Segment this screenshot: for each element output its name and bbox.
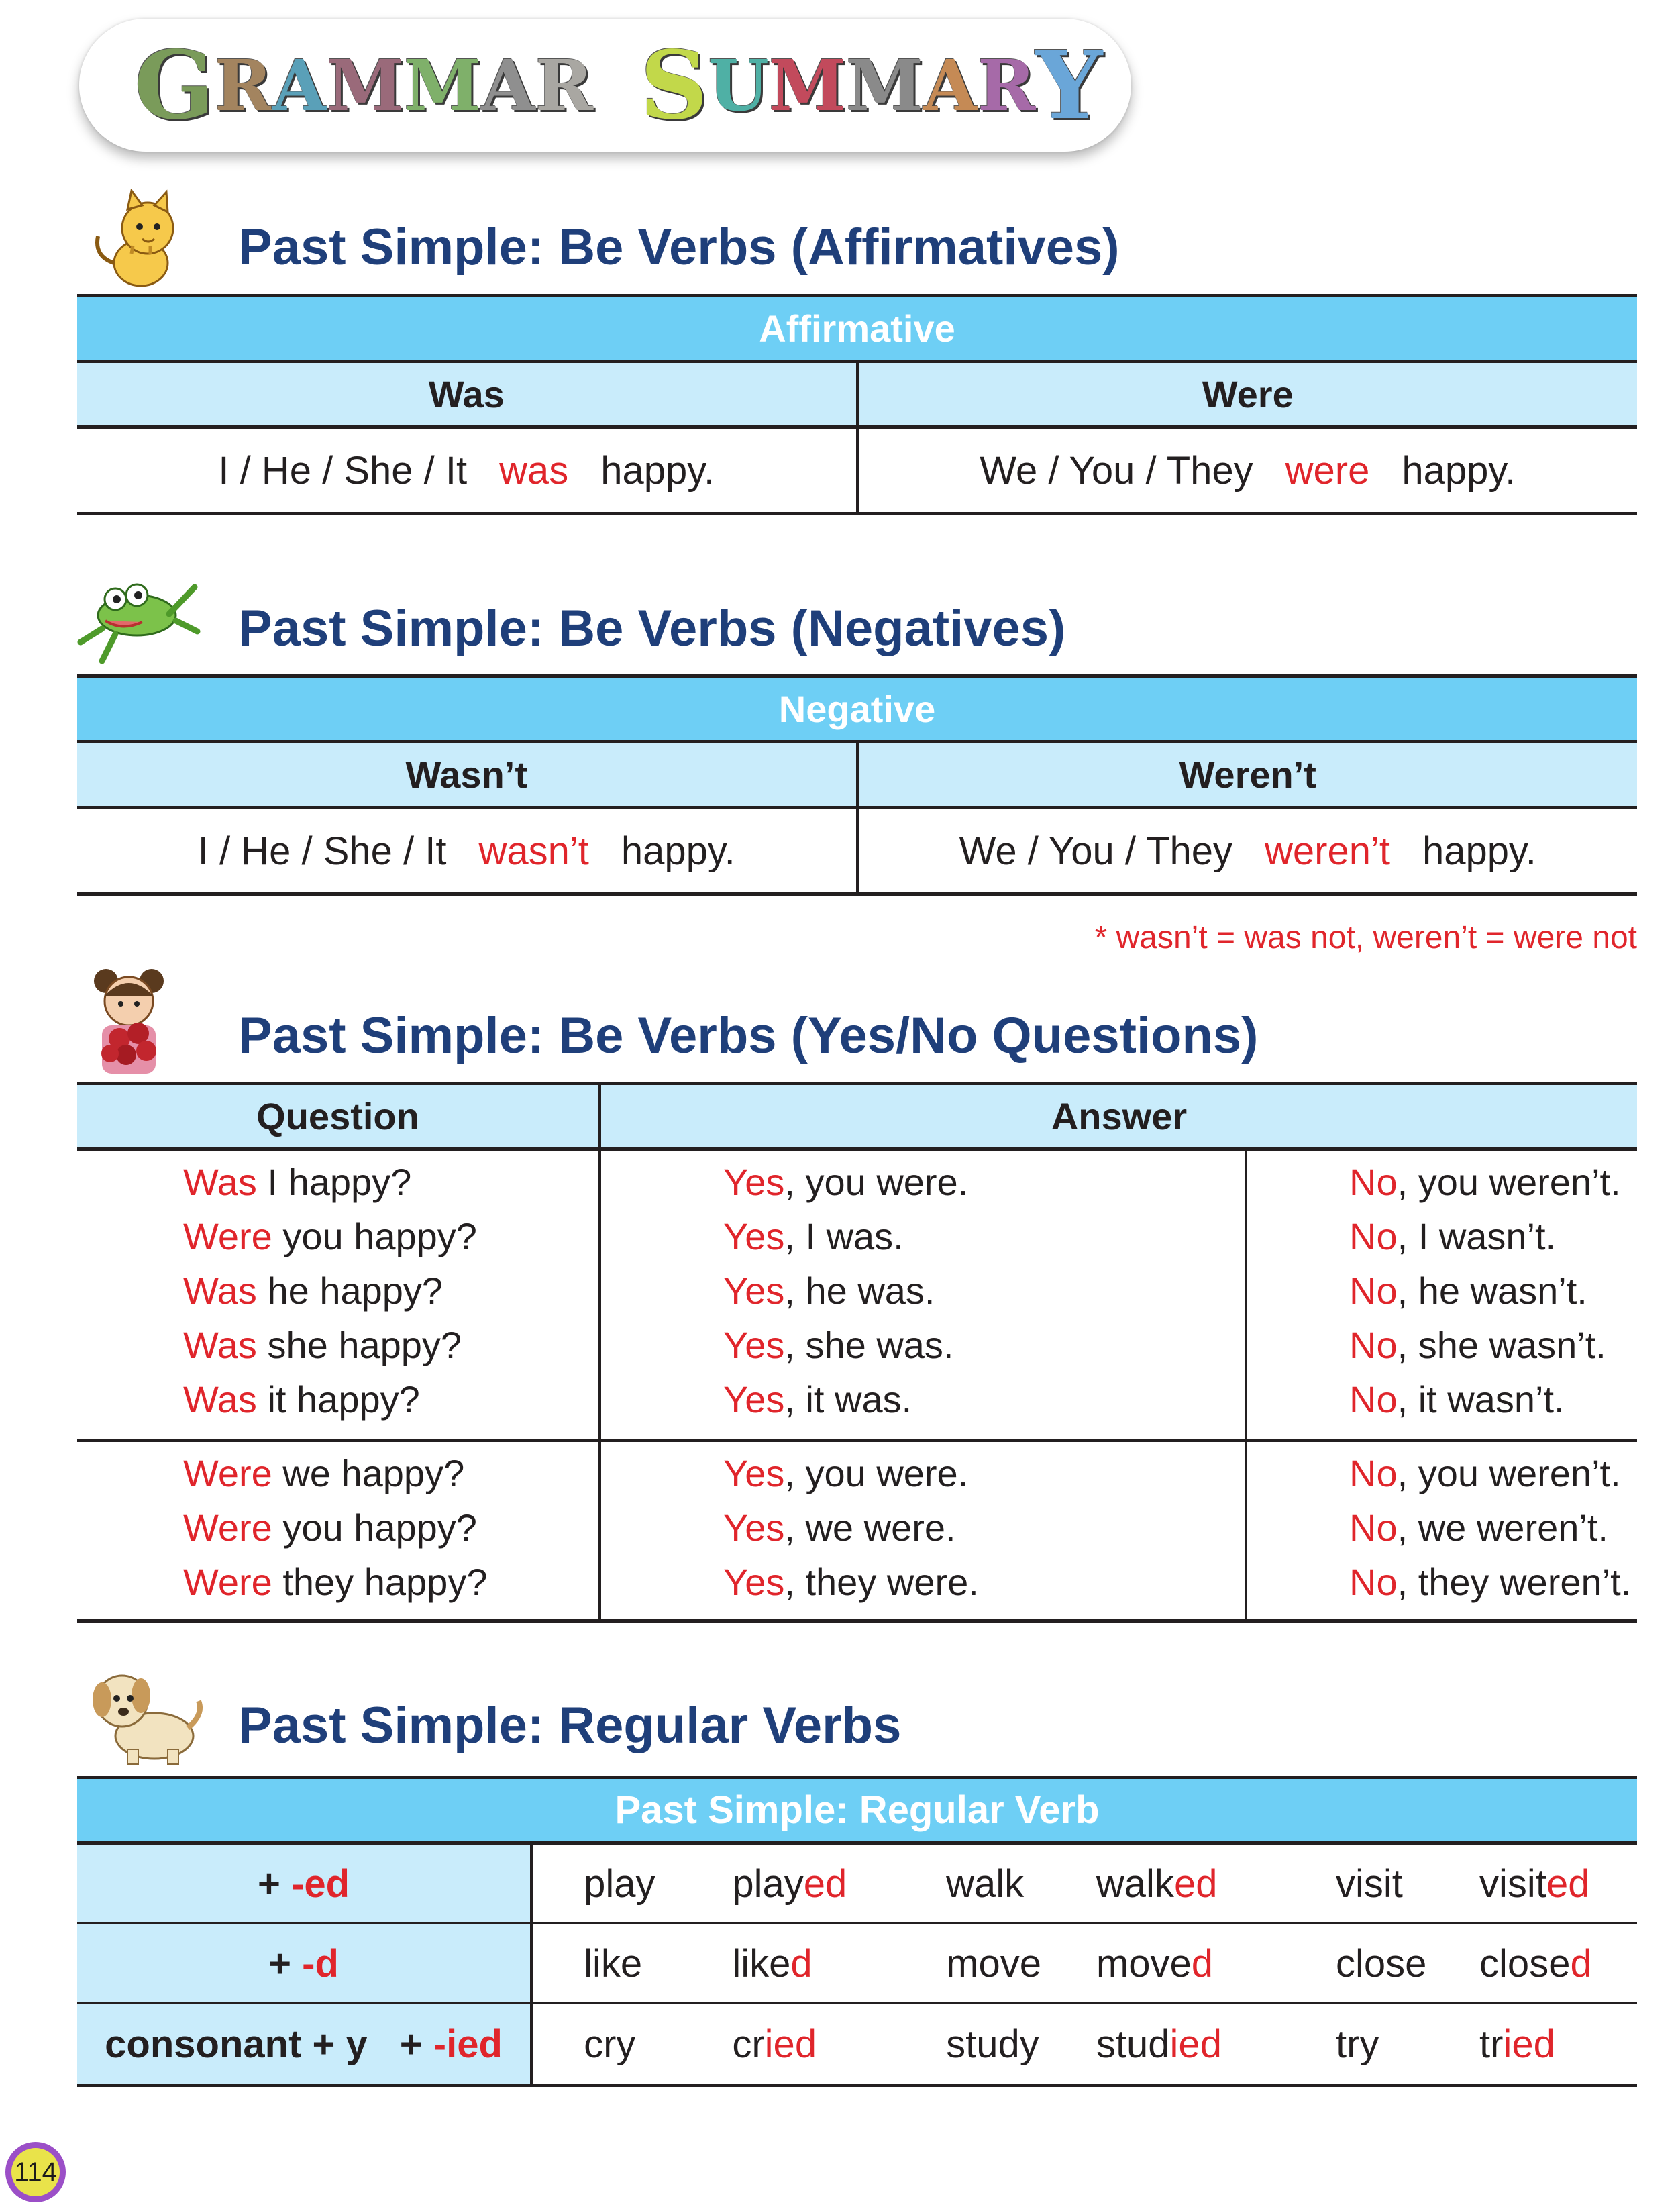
qa-line: [183, 1372, 598, 1427]
past-verb: [1479, 1924, 1637, 2004]
past-stem: play: [732, 1861, 804, 1906]
qa-key-word: No: [1349, 1324, 1398, 1366]
qa-line: [723, 1318, 1245, 1372]
qa-line: [723, 1372, 1245, 1427]
title-letter: R: [535, 44, 594, 127]
subject-text: I / He / She / It: [218, 448, 468, 493]
qa-key-word: Yes: [723, 1324, 785, 1366]
qa-line: [723, 1555, 1245, 1609]
base-verb: try: [1336, 2004, 1479, 2086]
questions-table: [77, 1082, 1637, 1623]
qa-rest: , he was.: [784, 1270, 935, 1312]
verb-rule: [77, 2004, 531, 2086]
regular-verbs-table: [77, 1776, 1637, 2087]
qa-key-word: No: [1349, 1561, 1398, 1603]
past-stem: tr: [1479, 2022, 1504, 2066]
past-suffix: d: [790, 1941, 812, 1986]
rule-prefix: consonant + y: [105, 2022, 368, 2066]
rest-text: happy.: [621, 829, 735, 873]
yes-group-singular: [600, 1149, 1246, 1441]
qa-rest: , I wasn’t.: [1397, 1215, 1557, 1257]
past-suffix: ied: [1169, 2022, 1222, 2066]
qa-rest: it happy?: [256, 1378, 420, 1421]
qa-rest: , you weren’t.: [1397, 1452, 1621, 1494]
qa-line: [183, 1555, 598, 1609]
rest-text: happy.: [1422, 829, 1536, 873]
cat-icon: [81, 189, 201, 290]
qa-rest: I happy?: [256, 1161, 412, 1203]
title-letter: Y: [1035, 31, 1103, 141]
qa-line: [723, 1209, 1245, 1264]
question-group-singular: [77, 1149, 600, 1441]
qa-rest: , it wasn’t.: [1397, 1378, 1565, 1421]
past-stem: like: [732, 1941, 791, 1986]
title-letter: A: [480, 44, 535, 127]
qa-rest: you happy?: [272, 1215, 477, 1257]
question-group-plural: [77, 1441, 600, 1621]
qa-line: [723, 1500, 1245, 1555]
qa-line: [723, 1446, 1245, 1500]
past-stem: stud: [1096, 2022, 1170, 2066]
affirmative-row-was: [77, 427, 857, 514]
header-werent: Weren’t: [857, 742, 1638, 808]
subject-text: I / He / She / It: [197, 829, 447, 873]
section-title-negatives: Past Simple: Be Verbs (Negatives): [238, 600, 1066, 657]
qa-rest: , it was.: [784, 1378, 912, 1421]
qa-line: [1349, 1318, 1637, 1372]
qa-key-word: No: [1349, 1215, 1398, 1257]
qa-key-word: Were: [183, 1561, 272, 1603]
base-verb: play: [531, 1843, 732, 1924]
verb-text: weren’t: [1265, 829, 1390, 873]
qa-rest: they happy?: [272, 1561, 488, 1603]
title-letter: S: [640, 31, 708, 141]
past-suffix: ed: [1173, 1861, 1218, 1906]
no-group-plural: [1246, 1441, 1637, 1621]
past-verb: [732, 1843, 946, 1924]
negative-table: [77, 674, 1637, 896]
rule-suffix: -ied: [433, 2022, 503, 2066]
qa-line: [1349, 1555, 1637, 1609]
qa-key-word: Yes: [723, 1506, 785, 1549]
title-letter: U: [708, 44, 769, 127]
rule-suffix: -ed: [291, 1861, 350, 1906]
qa-rest: , we weren’t.: [1397, 1506, 1608, 1549]
qa-key-word: Yes: [723, 1270, 785, 1312]
section-title-affirmatives: Past Simple: Be Verbs (Affirmatives): [238, 219, 1120, 276]
verb-text: were: [1285, 448, 1370, 493]
qa-rest: , he wasn’t.: [1397, 1270, 1587, 1312]
past-stem: close: [1479, 1941, 1571, 1986]
qa-key-word: Was: [183, 1161, 257, 1203]
qa-key-word: Yes: [723, 1215, 785, 1257]
qa-rest: , she wasn’t.: [1397, 1324, 1606, 1366]
title-letter: M: [403, 44, 481, 127]
affirmative-table: [77, 294, 1637, 515]
no-group-singular: [1246, 1149, 1637, 1441]
subject-text: We / You / They: [980, 448, 1253, 493]
band-negative: Negative: [77, 676, 1637, 742]
header-was: Was: [77, 362, 857, 427]
qa-rest: , they weren’t.: [1397, 1561, 1632, 1603]
past-verb: [732, 2004, 946, 2086]
base-verb: walk: [946, 1843, 1096, 1924]
past-suffix: ied: [1503, 2022, 1555, 2066]
header-answer: Answer: [600, 1084, 1637, 1149]
past-suffix: ied: [764, 2022, 817, 2066]
qa-rest: you happy?: [272, 1506, 477, 1549]
qa-rest: he happy?: [256, 1270, 443, 1312]
qa-key-word: Was: [183, 1270, 257, 1312]
qa-line: [183, 1264, 598, 1318]
past-verb: [1479, 2004, 1637, 2086]
verb-row: [77, 1843, 1637, 1924]
band-affirmative: Affirmative: [77, 296, 1637, 362]
verb-rule: [77, 1843, 531, 1924]
qa-line: [183, 1446, 598, 1500]
title-letter: G: [134, 31, 215, 141]
page-title: [134, 32, 1102, 140]
rule-plus: +: [258, 1861, 292, 1906]
past-suffix: d: [1570, 1941, 1592, 1986]
qa-key-word: No: [1349, 1161, 1398, 1203]
base-verb: move: [946, 1924, 1096, 2004]
verb-row: [77, 2004, 1637, 2086]
qa-rest: , you were.: [784, 1452, 969, 1494]
title-letter: A: [923, 44, 978, 127]
contraction-note: * wasn’t = was not, weren’t = were not: [1094, 920, 1637, 956]
qa-rest: , we were.: [784, 1506, 956, 1549]
qa-line: [723, 1155, 1245, 1209]
qa-key-word: Were: [183, 1506, 272, 1549]
qa-line: [1349, 1500, 1637, 1555]
past-suffix: d: [1191, 1941, 1213, 1986]
qa-key-word: Yes: [723, 1161, 785, 1203]
qa-key-word: No: [1349, 1506, 1398, 1549]
header-question: Question: [77, 1084, 600, 1149]
page-number: 114: [11, 2148, 60, 2196]
past-stem: cr: [732, 2022, 765, 2066]
qa-line: [183, 1155, 598, 1209]
negative-row-werent: [857, 808, 1638, 894]
yes-group-plural: [600, 1441, 1246, 1621]
negative-row-wasnt: [77, 808, 857, 894]
base-verb: study: [946, 2004, 1096, 2086]
subject-text: We / You / They: [959, 829, 1233, 873]
header-wasnt: Wasn’t: [77, 742, 857, 808]
frog-icon: [75, 567, 196, 668]
title-letter: R: [214, 44, 272, 127]
title-letter: R: [977, 44, 1036, 127]
past-verb: [1096, 1843, 1336, 1924]
affirmative-row-were: [857, 427, 1638, 514]
section-title-questions: Past Simple: Be Verbs (Yes/No Questions): [238, 1007, 1259, 1064]
qa-line: [1349, 1209, 1637, 1264]
past-suffix: ed: [1546, 1861, 1590, 1906]
section-title-regular-verbs: Past Simple: Regular Verbs: [238, 1697, 902, 1754]
title-letter: M: [326, 44, 404, 127]
title-letter: M: [768, 44, 847, 127]
qa-rest: , you were.: [784, 1161, 969, 1203]
page-number-badge: [5, 2142, 66, 2202]
qa-key-word: Was: [183, 1378, 257, 1421]
qa-rest: she happy?: [256, 1324, 462, 1366]
qa-rest: we happy?: [272, 1452, 465, 1494]
qa-key-word: No: [1349, 1452, 1398, 1494]
past-stem: move: [1096, 1941, 1192, 1986]
verb-text: was: [499, 448, 569, 493]
band-regular-verb: Past Simple: Regular Verb: [77, 1778, 1637, 1843]
qa-line: [183, 1500, 598, 1555]
past-verb: [1096, 1924, 1336, 2004]
rest-text: happy.: [1402, 448, 1516, 493]
past-stem: walk: [1096, 1861, 1174, 1906]
qa-rest: , I was.: [784, 1215, 904, 1257]
title-letter: M: [846, 44, 924, 127]
qa-rest: , they were.: [784, 1561, 979, 1603]
qa-line: [1349, 1264, 1637, 1318]
qa-rest: , she was.: [784, 1324, 954, 1366]
rule-suffix: -d: [302, 1941, 339, 1986]
qa-line: [183, 1318, 598, 1372]
title-letter: A: [272, 44, 327, 127]
rule-plus: +: [399, 2022, 433, 2066]
qa-line: [723, 1264, 1245, 1318]
past-verb: [732, 1924, 946, 2004]
qa-key-word: Were: [183, 1452, 272, 1494]
base-verb: visit: [1336, 1843, 1479, 1924]
rest-text: happy.: [600, 448, 715, 493]
qa-key-word: No: [1349, 1378, 1398, 1421]
past-verb: [1479, 1843, 1637, 1924]
qa-rest: , you weren’t.: [1397, 1161, 1621, 1203]
qa-line: [1349, 1446, 1637, 1500]
past-suffix: ed: [803, 1861, 847, 1906]
verb-row: [77, 1924, 1637, 2004]
qa-key-word: Yes: [723, 1452, 785, 1494]
qa-line: [1349, 1155, 1637, 1209]
base-verb: close: [1336, 1924, 1479, 2004]
qa-line: [183, 1209, 598, 1264]
past-verb: [1096, 2004, 1336, 2086]
header-were: Were: [857, 362, 1638, 427]
qa-key-word: Yes: [723, 1561, 785, 1603]
dog-icon: [81, 1661, 201, 1761]
past-stem: visit: [1479, 1861, 1546, 1906]
base-verb: cry: [531, 2004, 732, 2086]
rule-plus: +: [268, 1941, 303, 1986]
qa-key-word: Was: [183, 1324, 257, 1366]
verb-rule: [77, 1924, 531, 2004]
qa-key-word: No: [1349, 1270, 1398, 1312]
qa-line: [1349, 1372, 1637, 1427]
qa-key-word: Were: [183, 1215, 272, 1257]
qa-key-word: Yes: [723, 1378, 785, 1421]
girl-with-flowers-icon: [79, 966, 180, 1080]
verb-text: wasn’t: [478, 829, 589, 873]
base-verb: like: [531, 1924, 732, 2004]
